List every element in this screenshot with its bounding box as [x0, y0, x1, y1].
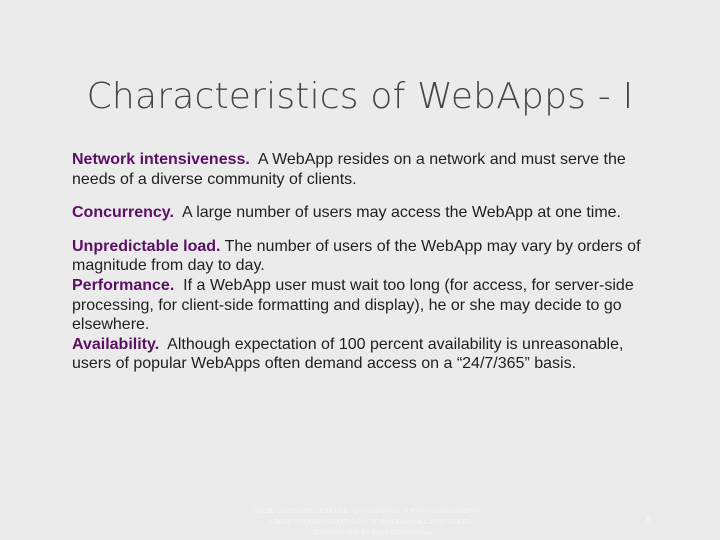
term-label: Performance. — [72, 276, 175, 294]
footer-line-2 — [200, 517, 540, 528]
term-label: Network intensiveness. — [72, 151, 250, 168]
bullet-unpredictable-load — [72, 237, 662, 276]
slide-footer-credit — [200, 506, 540, 539]
term-label: Unpredictable load. — [72, 237, 221, 255]
slide-title: Characteristics of WebApps - I — [86, 76, 634, 117]
bullet-performance — [72, 276, 662, 335]
term-description: Although expectation of 100 percent availability is unreasonable, users of popular WebApps often demand access on a “24/7/365” basis. — [72, 335, 628, 373]
bullet-concurrency — [72, 203, 662, 223]
term-label: Availability. — [72, 335, 160, 353]
footer-text: THESE SLIDES ARE DESIGNED TO ACCOMPANY — [252, 508, 403, 515]
footer-line-1 — [200, 506, 540, 517]
footer-line-3: COPYRIGHT 2009 BY ROGER PRESSMAN. — [305, 530, 435, 537]
term-description: If a WebApp user must wait too long (for access, for server-side processing, for client-side formatting and display), he or she may decide to go elsewhere. — [72, 276, 639, 334]
term-description: A WebApp resides on a network and must serve the needs of a diverse community of clients. — [72, 151, 631, 188]
footer-text: (MCGRAW-HILL 2009). SLIDES — [378, 519, 472, 526]
footer-book-title: SOFTWARE ENGINEERING: — [402, 508, 488, 515]
slide-body — [72, 150, 662, 374]
bullet-network-intensiveness — [72, 150, 662, 189]
term-label: Concurrency. — [72, 204, 174, 222]
term-description: The number of users of the WebApp may vary by orders of magnitude from day to day. — [72, 237, 645, 275]
footer-book-subtitle: A PRACTITIONER'S APPROACH, 7/E — [268, 519, 379, 526]
bullet-availability — [72, 335, 662, 374]
term-description: A large number of users may access the WebApp at one time. — [173, 204, 621, 222]
page-number: 8 — [646, 515, 652, 525]
